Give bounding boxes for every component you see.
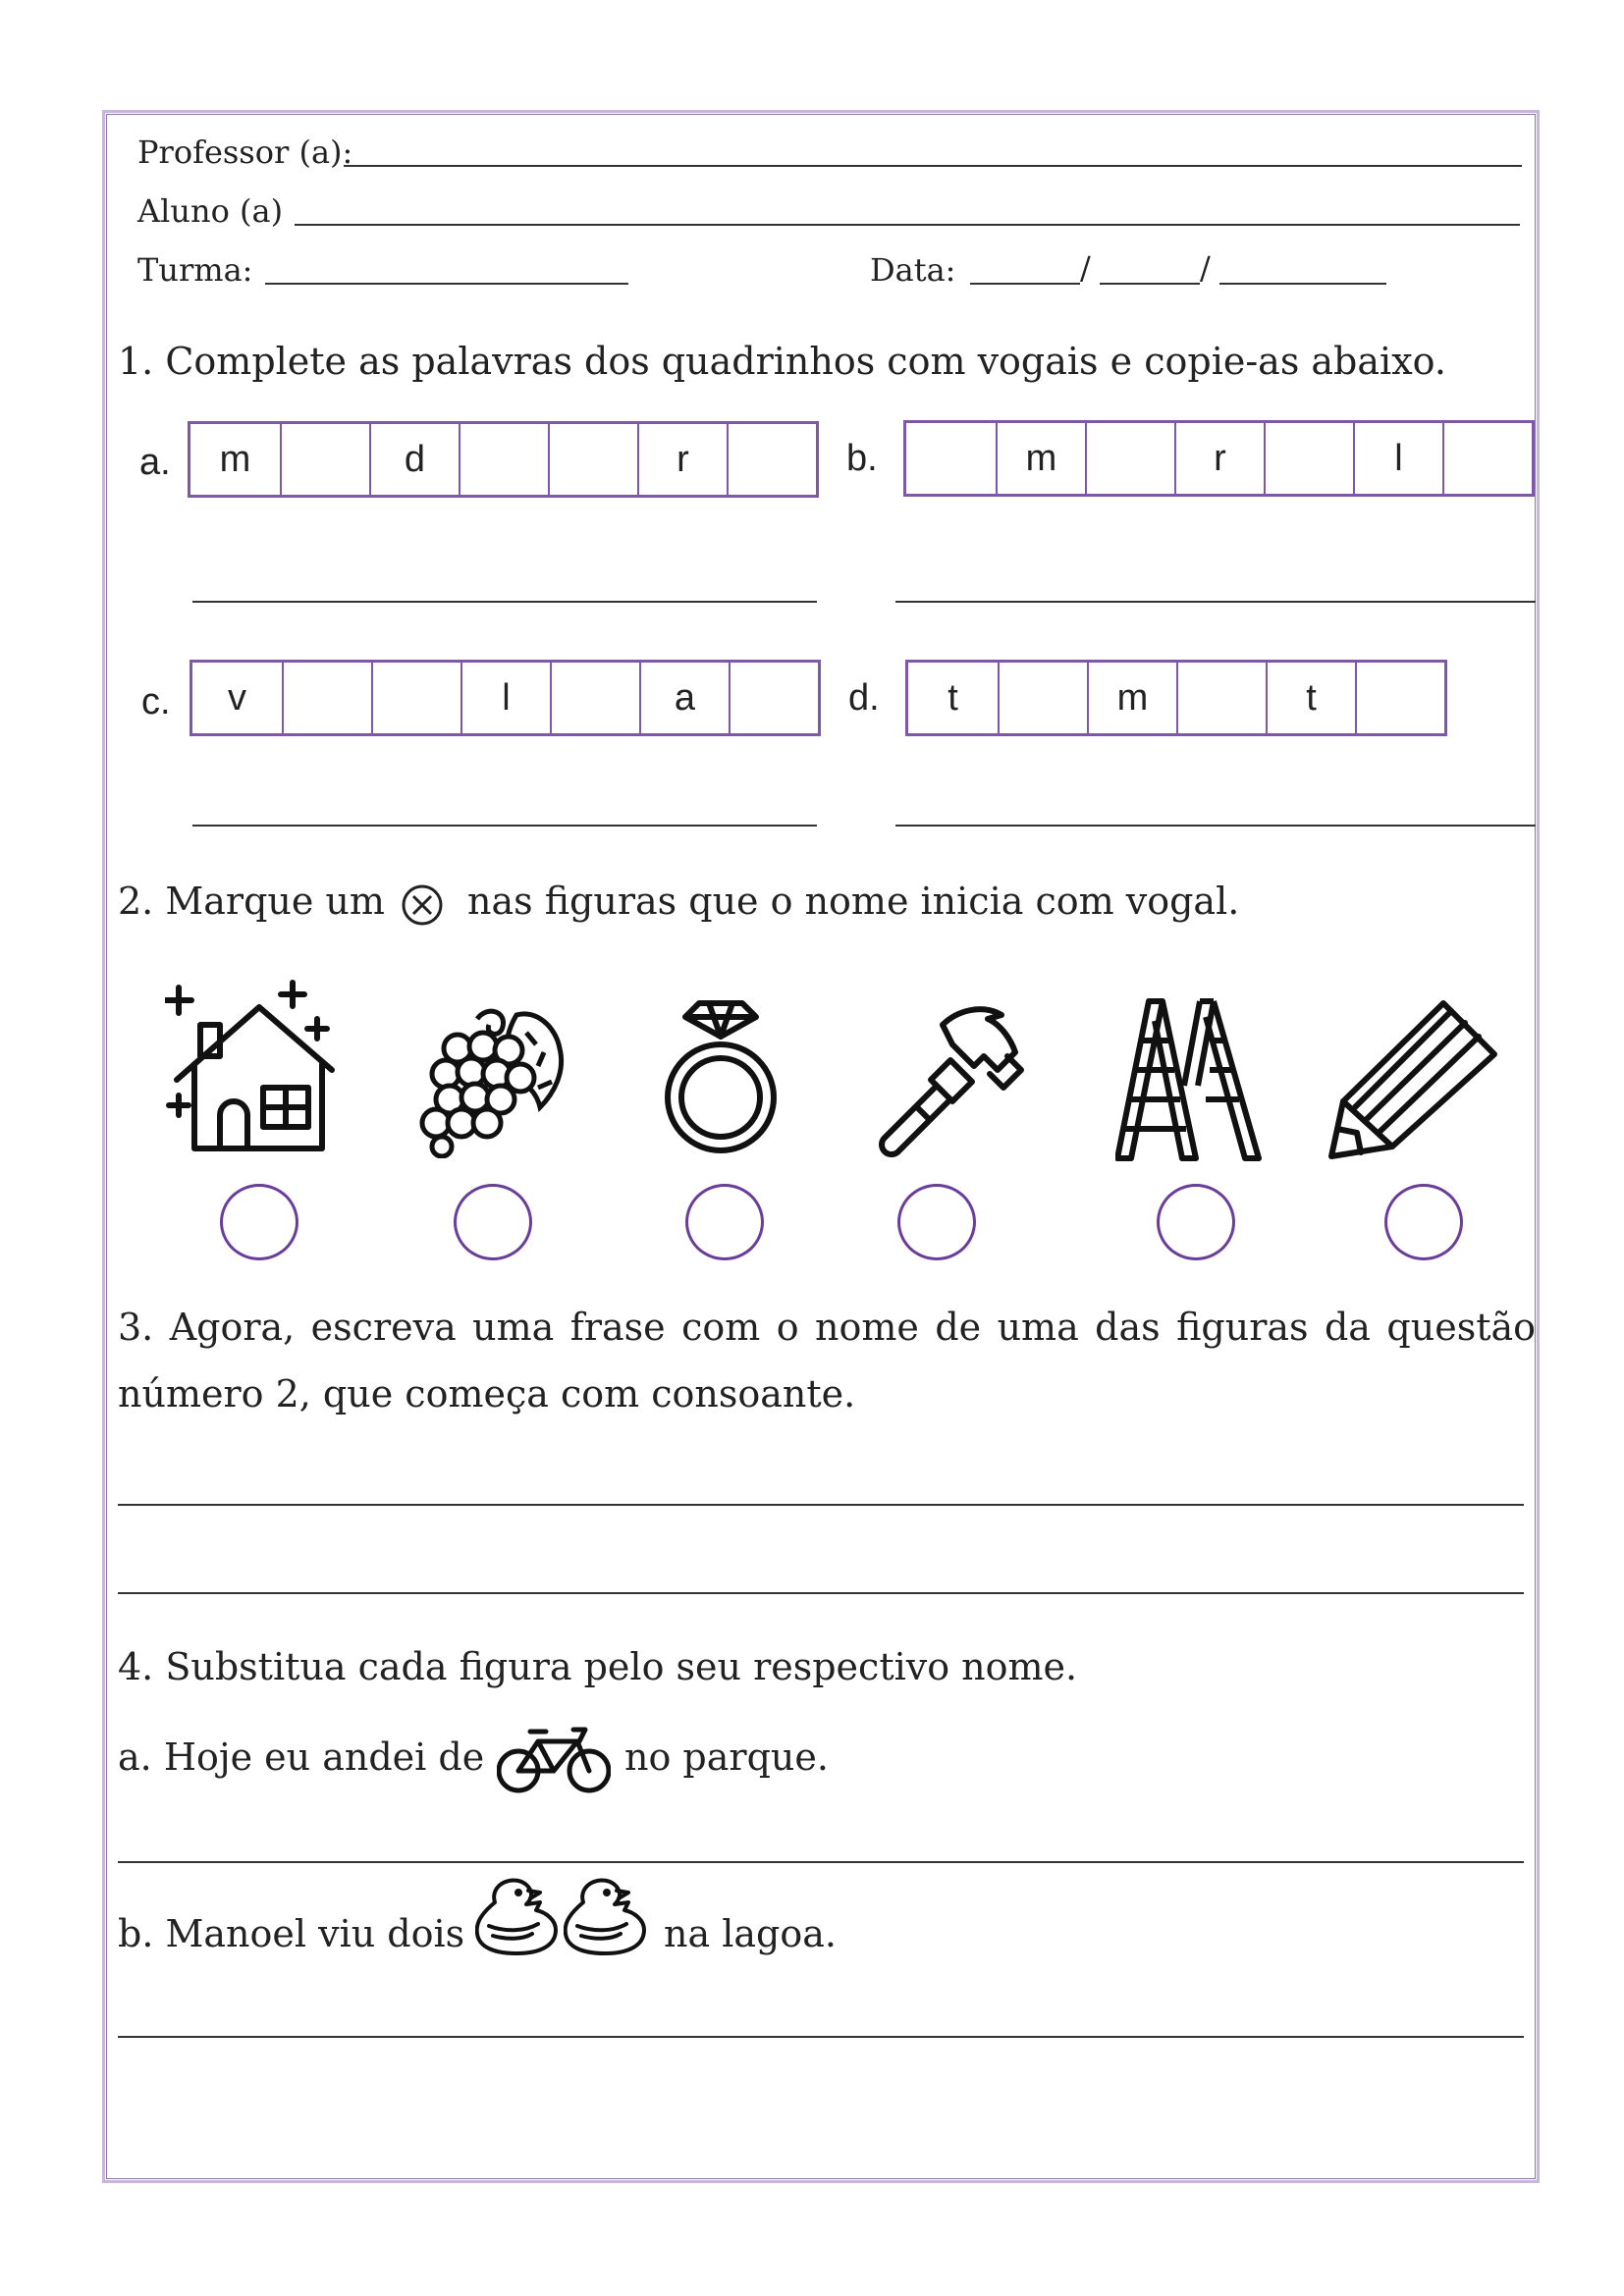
- letter-cell[interactable]: [371, 663, 460, 733]
- letter-cell[interactable]: [280, 424, 369, 495]
- student-label: Aluno (a): [137, 192, 284, 230]
- teacher-label: Professor (a):: [137, 133, 353, 171]
- letter-cell[interactable]: [282, 663, 371, 733]
- letter-cell[interactable]: l: [460, 663, 550, 733]
- q4a-before: a. Hoje eu andei de: [118, 1735, 485, 1779]
- q4b-after: na lagoa.: [664, 1912, 837, 1955]
- circled-x-icon: [401, 883, 444, 927]
- q4b-answer-line[interactable]: [118, 2036, 1524, 2038]
- figure-mark-circle[interactable]: [685, 1184, 764, 1260]
- q2-prompt-after: nas figuras que o nome inicia com vogal.: [467, 880, 1240, 923]
- letter-cell[interactable]: m: [219, 438, 251, 480]
- q1b-letter-grid: [903, 420, 1535, 497]
- teacher-field[interactable]: [344, 165, 1522, 167]
- date-separator: /: [1200, 249, 1211, 287]
- q1a-label: a.: [139, 442, 171, 483]
- letter-cell[interactable]: [906, 423, 996, 494]
- q4-prompt: 4. Substitua cada figura pelo seu respectivo nome.: [118, 1645, 1078, 1688]
- letter-cell[interactable]: r: [637, 424, 727, 495]
- q3-answer-line[interactable]: [118, 1592, 1524, 1594]
- letter-cell[interactable]: [550, 663, 639, 733]
- pencil-icon: [1327, 999, 1500, 1162]
- date-label: Data:: [870, 251, 956, 289]
- bicycle-icon: [497, 1724, 611, 1794]
- q2-prompt-before: 2. Marque um: [118, 880, 385, 923]
- date-year-field[interactable]: [1219, 283, 1386, 285]
- letter-cell[interactable]: r: [1174, 423, 1264, 494]
- q4b-before: b. Manoel viu dois: [118, 1912, 465, 1955]
- letter-cell[interactable]: [1355, 663, 1444, 733]
- letter-cell[interactable]: m: [996, 423, 1085, 494]
- student-field[interactable]: [295, 224, 1520, 226]
- hammer-icon: [866, 1001, 1033, 1158]
- figure-mark-circle[interactable]: [454, 1184, 532, 1260]
- q3-prompt-line2: número 2, que começa com consoante.: [118, 1372, 856, 1415]
- letter-cell[interactable]: [1176, 663, 1266, 733]
- figure-mark-circle[interactable]: [220, 1184, 298, 1260]
- duck-icon: [475, 1869, 564, 1957]
- class-label: Turma:: [137, 251, 253, 289]
- letter-cell[interactable]: [729, 663, 818, 733]
- q1c-label: c.: [141, 681, 171, 722]
- figure-mark-circle[interactable]: [1157, 1184, 1235, 1260]
- letter-cell[interactable]: [1085, 423, 1174, 494]
- class-field[interactable]: [265, 283, 628, 285]
- letter-cell[interactable]: a: [639, 663, 729, 733]
- house-icon: [165, 980, 344, 1156]
- date-separator: /: [1080, 249, 1091, 287]
- q4a-after: no parque.: [624, 1735, 829, 1779]
- figure-mark-circle[interactable]: [1384, 1184, 1463, 1260]
- letter-cell[interactable]: [548, 424, 637, 495]
- q1d-letter-grid: [905, 660, 1447, 736]
- date-day-field[interactable]: [970, 283, 1080, 285]
- q1b-answer-line[interactable]: [895, 601, 1536, 603]
- duck-icon: [564, 1869, 652, 1957]
- letter-cell[interactable]: [1264, 423, 1353, 494]
- q1a-letter-grid: [188, 421, 819, 498]
- letter-cell[interactable]: [727, 424, 816, 495]
- q3-prompt-line1: 3. Agora, escreva uma frase com o nome de uma das figuras da questão: [118, 1306, 1536, 1349]
- grapes-icon: [418, 1001, 575, 1158]
- q3-answer-line[interactable]: [118, 1504, 1524, 1506]
- ring-icon: [662, 997, 780, 1158]
- letter-cell[interactable]: v: [228, 676, 246, 719]
- letter-cell[interactable]: [459, 424, 548, 495]
- letter-cell[interactable]: t: [1266, 663, 1355, 733]
- q1a-answer-line[interactable]: [192, 601, 817, 603]
- q1d-answer-line[interactable]: [895, 825, 1536, 827]
- q1-prompt: 1. Complete as palavras dos quadrinhos com vogais e copie-as abaixo.: [118, 340, 1446, 383]
- letter-cell[interactable]: d: [369, 424, 459, 495]
- date-month-field[interactable]: [1100, 283, 1200, 285]
- q1c-answer-line[interactable]: [192, 825, 817, 827]
- q1c-letter-grid: [189, 660, 821, 736]
- letter-cell[interactable]: m: [1087, 663, 1176, 733]
- q4a-answer-line[interactable]: [118, 1861, 1524, 1863]
- letter-cell[interactable]: l: [1353, 423, 1442, 494]
- letter-cell[interactable]: t: [947, 676, 958, 719]
- q1d-label: d.: [848, 677, 880, 719]
- ladder-icon: [1115, 997, 1263, 1162]
- figure-mark-circle[interactable]: [897, 1184, 976, 1260]
- q1b-label: b.: [846, 438, 878, 479]
- letter-cell[interactable]: [998, 663, 1087, 733]
- letter-cell[interactable]: [1442, 423, 1532, 494]
